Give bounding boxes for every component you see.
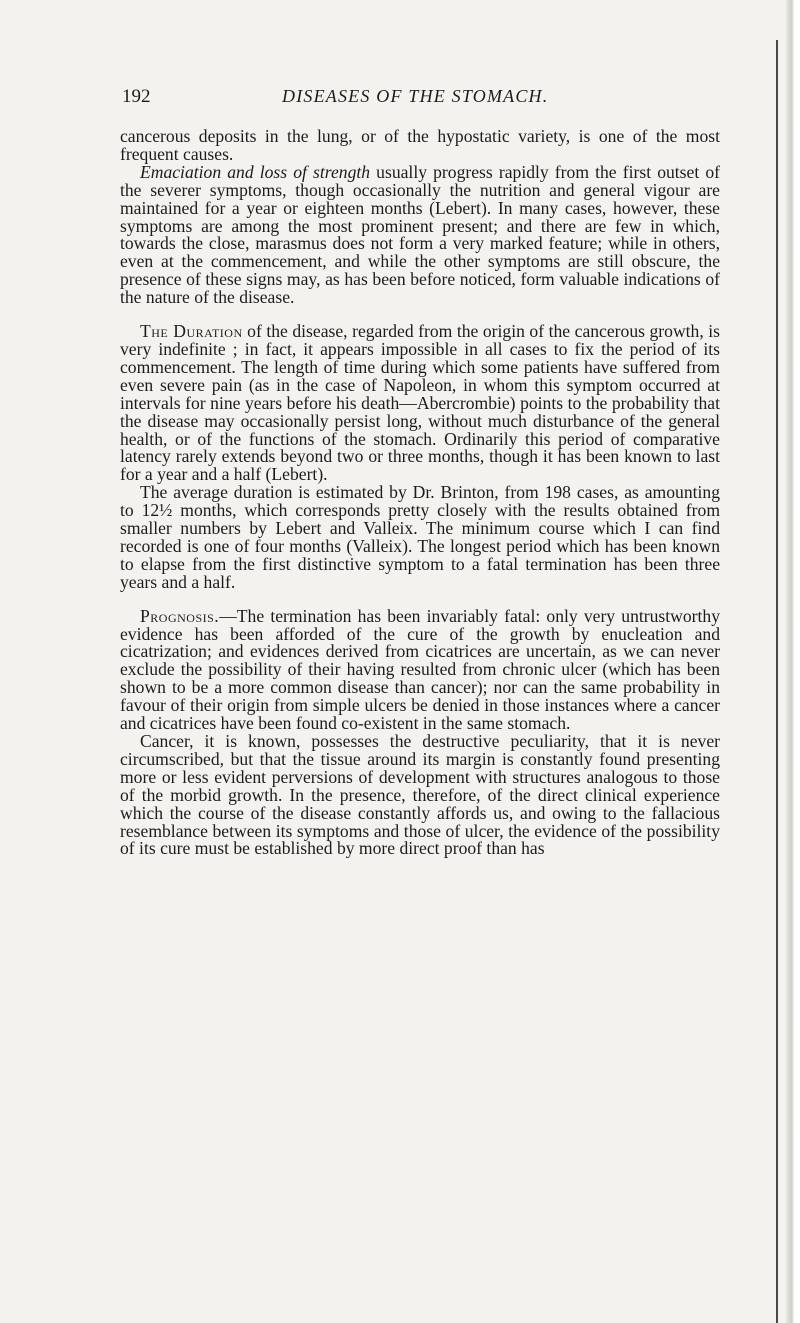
paragraph-duration-text: of the disease, regarded from the origin of the cancerous growth, is very indefinite ; in fact, it appears impossible in all cases to fix the period of its commencement. The length of time during which some patients have suffered from even severe pain (as in the case of Napoleon, in whom this symptom occurred at intervals for nine years before his death—Abercrombie) points to the probability that the disease may occasionally persist long, without much disturbance of the general health, or of the functions of the stomach. Ordinarily this period of comparative latency rarely extends beyond two or three months, though it has been known to last for a year and a half (Lebert). bbox=[120, 321, 720, 485]
paragraph-prognosis-text: —The termination has been invariably fatal: only very untrustworthy evidence has been afforded of the cure of the growth by enucleation and cicatrization; and evidences derived from cicatrices are uncertain, as we can never exclude the possibility of their having resulted from chronic ulcer (which has been shown to be a more common disease than cancer); nor can the same probability in favour of their origin from simple ulcers be denied in those instances where a cancer and cicatrices have been found co-existent in the same stomach. bbox=[120, 605, 720, 734]
paragraph-average-text: The average duration is estimated by Dr. Brinton, from 198 cases, as amounting to 12½ months, which corresponds pretty closely with the results obtained from smaller numbers by Lebert and Valleix. The minimum course which I can find recorded is one of four months (Valleix). The longest period which has been known to elapse from the first distinctive symptom to a fatal termination has been three years and a half. bbox=[120, 482, 720, 592]
paragraph-1 bbox=[120, 128, 720, 164]
paragraph-1-text: cancerous deposits in the lung, or of the hypostatic variety, is one of the most frequent causes. bbox=[120, 126, 720, 164]
page-header bbox=[122, 86, 722, 112]
page-number: 192 bbox=[122, 86, 151, 107]
paragraph-prognosis bbox=[120, 605, 720, 734]
paragraph-emaciation bbox=[120, 161, 720, 308]
paragraph-cancer bbox=[120, 733, 720, 858]
paragraph-emaciation-text: usually progress rapidly from the first outset of the severer symptoms, though occasionally the nutrition and general vigour are maintained for a year or eighteen months (Lebert). In many cases, however, these symptoms are among the most prominent present; and there are few in which, towards the close, marasmus does not form a very marked feature; while in others, even at the commencement, and while the other symptoms are still obscure, the presence of these signs may, as has been before noticed, form valuable indications of the nature of the disease. bbox=[120, 161, 720, 308]
paragraph-duration bbox=[120, 323, 720, 484]
running-head: DISEASES OF THE STOMACH. bbox=[282, 86, 549, 106]
page-edge bbox=[786, 0, 800, 1323]
paragraph-duration-lead: The Duration bbox=[140, 321, 243, 342]
paragraph-cancer-text: Cancer, it is known, possesses the destructive peculiarity, that it is never circumscribed, but that the tissue around its margin is constantly found presenting more or less evident perversions of development with structures analogous to those of the morbid growth. In the presence, therefore, of the direct clinical experience which the course of the disease constantly affords us, and owing to the fallacious resemblance between its symptoms and those of ulcer, the evidence of the possibility of its cure must be established by more direct proof than has bbox=[120, 731, 720, 859]
paragraph-emaciation-lead: Emaciation and loss of strength bbox=[140, 161, 371, 182]
paragraph-prognosis-lead: Prognosis. bbox=[140, 605, 220, 626]
paragraph-average bbox=[120, 484, 720, 591]
body-text bbox=[120, 128, 720, 858]
page-edge-rule bbox=[776, 40, 778, 1323]
